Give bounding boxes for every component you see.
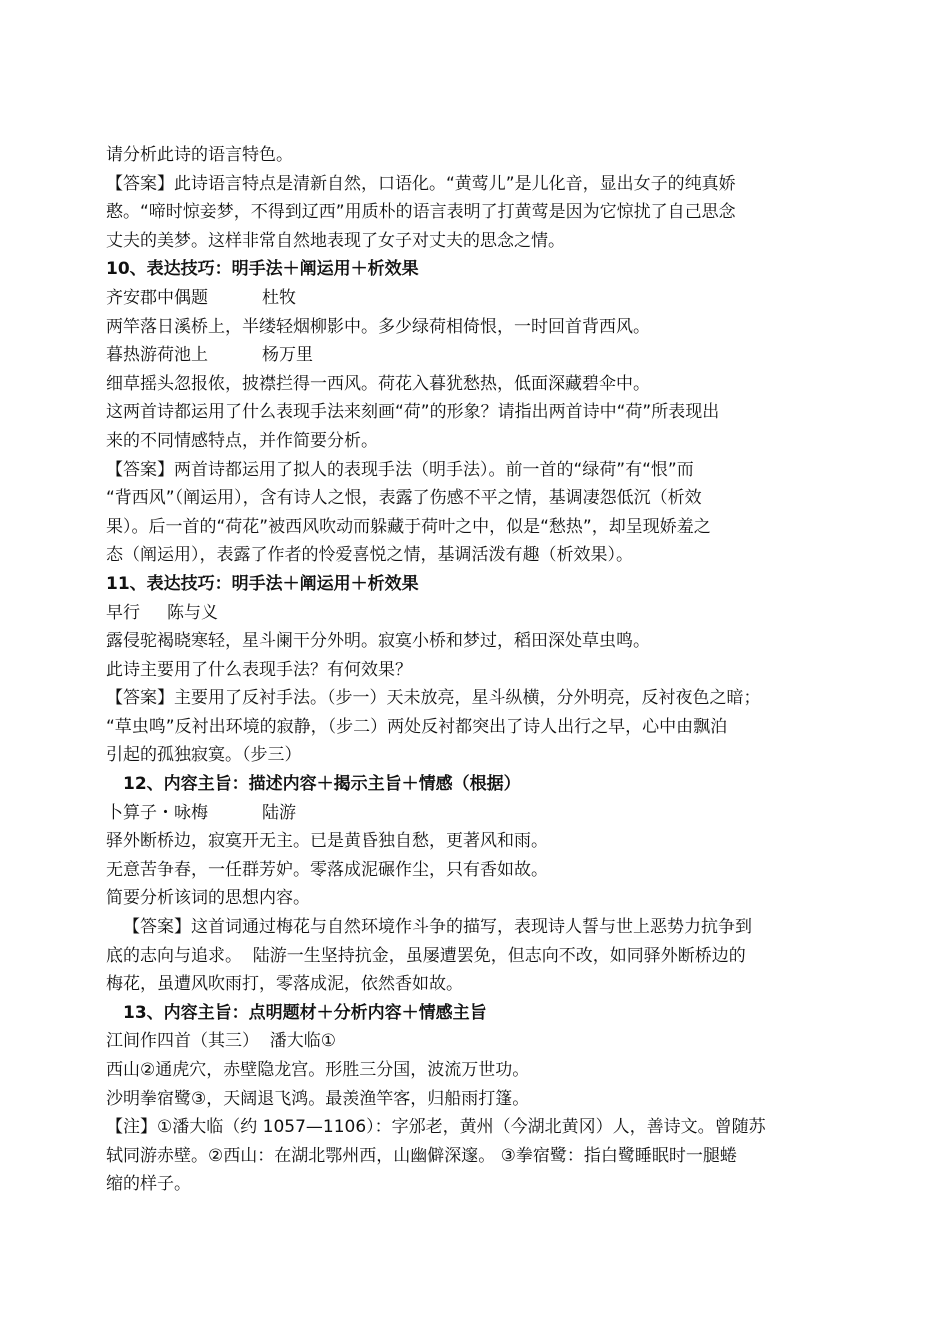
poem-line: 西山②通虎穴，赤壁隐龙宫。形胜三分国，波流万世功。 xyxy=(106,1060,530,1080)
text-line: 底的志向与追求。 陆游一生坚持抗金，虽屡遭罢免，但志向不改，如同驿外断桥边的 xyxy=(106,945,746,966)
question-line: 来的不同情感特点，并作简要分析。 xyxy=(106,430,378,451)
answer-line: 【答案】两首诗都运用了拟人的表现手法（明手法）。前一首的“绿荷”有“恨”而 xyxy=(106,459,694,480)
section-heading-13: 13、内容主旨：点明题材＋分析内容＋情感主旨 xyxy=(123,1002,487,1023)
text-line: 果）。后一首的“荷花”被西风吹动而躲藏于荷叶之中，似是“愁热”，却呈现娇羞之 xyxy=(106,516,711,537)
text-line: 请分析此诗的语言特色。 xyxy=(106,145,293,165)
text-line: 引起的孤独寂寞。（步三） xyxy=(106,745,302,766)
poem-title: 早行 陈与义 xyxy=(106,602,219,623)
poem-line: 露侵驼褐晓寒轻，星斗阑干分外明。寂寞小桥和梦过，稻田深处草虫鸣。 xyxy=(106,631,650,652)
section-heading-10: 10、表达技巧：明手法＋阐运用＋析效果 xyxy=(106,259,419,280)
section-heading-11: 11、表达技巧：明手法＋阐运用＋析效果 xyxy=(106,573,419,594)
note-line: 轼同游赤壁。②西山：在湖北鄂州西，山幽僻深邃。 ③拳宿鹭：指白鹭睡眠时一腿蜷 xyxy=(106,1145,737,1166)
text-line: 态（阐运用），表露了作者的怜爱喜悦之情，基调活泼有趣（析效果）。 xyxy=(106,545,633,566)
question-line: 简要分析该词的思想内容。 xyxy=(106,888,310,909)
question-line: 此诗主要用了什么表现手法？有何效果？ xyxy=(106,659,412,680)
note-line: 【注】①潘大临（约 1057—1106）：字邠老，黄州（今湖北黄冈）人，善诗文。曾随苏 xyxy=(106,1117,766,1138)
text-line: 丈夫的美梦。这样非常自然地表现了女子对丈夫的思念之情。 xyxy=(106,230,565,251)
poem-line: 两竿落日溪桥上，半缕轻烟柳影中。多少绿荷相倚恨，一时回首背西风。 xyxy=(106,316,650,337)
section-heading-12: 12、内容主旨：描述内容＋揭示主旨＋情感（根据） xyxy=(123,774,521,795)
document-body xyxy=(106,141,851,1199)
poem-title: 齐安郡中偶题 杜牧 xyxy=(106,287,297,308)
text-line: 梅花，虽遭风吹雨打，零落成泥，依然香如故。 xyxy=(106,974,463,995)
text-line: 憨。“啼时惊妾梦，不得到辽西”用质朴的语言表明了打黄莺是因为它惊扰了自己思念 xyxy=(106,202,736,223)
answer-line: 【答案】此诗语言特点是清新自然，口语化。“黄莺儿”是儿化音，显出女子的纯真娇 xyxy=(106,173,736,194)
text-line: “草虫鸣”反衬出环境的寂静，（步二）两处反衬都突出了诗人出行之早，心中由飘泊 xyxy=(106,716,728,737)
note-line: 缩的样子。 xyxy=(106,1174,191,1195)
answer-line: 【答案】这首词通过梅花与自然环境作斗争的描写，表现诗人誓与世上恶势力抗争到 xyxy=(123,917,752,938)
answer-line: 【答案】主要用了反衬手法。（步一）天未放亮，星斗纵横，分外明亮，反衬夜色之暗； xyxy=(106,688,761,709)
question-line: 这两首诗都运用了什么表现手法来刻画“荷”的形象？请指出两首诗中“荷”所表现出 xyxy=(106,402,720,423)
text-line: “背西风”（阐运用），含有诗人之恨，表露了伤感不平之情，基调凄怨低沉（析效 xyxy=(106,488,702,509)
poem-title: 暮热游荷池上 杨万里 xyxy=(106,345,314,366)
poem-line: 细草摇头忽报侬，披襟拦得一西风。荷花入暮犹愁热，低面深藏碧伞中。 xyxy=(106,373,650,394)
poem-line: 驿外断桥边，寂寞开无主。已是黄昏独自愁，更著风和雨。 xyxy=(106,831,548,852)
poem-title: 卜算子・咏梅 陆游 xyxy=(106,802,297,823)
poem-line: 沙明拳宿鹭③，天阔退飞鸿。最羡渔竿客，归船雨打篷。 xyxy=(106,1088,530,1109)
poem-title: 江间作四首（其三） 潘大临① xyxy=(106,1031,337,1052)
poem-line: 无意苦争春，一任群芳妒。零落成泥碾作尘，只有香如故。 xyxy=(106,859,548,880)
